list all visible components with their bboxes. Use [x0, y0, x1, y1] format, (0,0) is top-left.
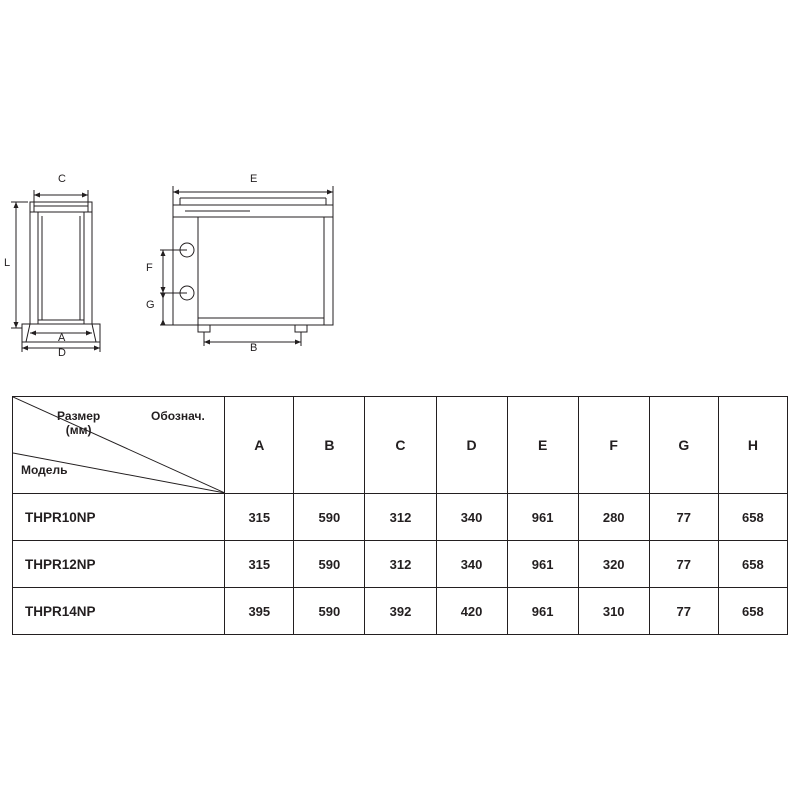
model-name: THPR14NP [13, 588, 225, 635]
side-view-svg [0, 150, 140, 365]
value-b: 590 [294, 588, 365, 635]
corner-size-label [57, 409, 100, 437]
table-row [13, 588, 788, 635]
column-header-c: C [365, 397, 436, 494]
value-d: 420 [436, 588, 507, 635]
value-f: 320 [578, 541, 649, 588]
table-row [13, 494, 788, 541]
value-a: 315 [225, 494, 294, 541]
corner-designation-label: Обознач. [151, 409, 205, 423]
front-view-drawing [140, 150, 390, 365]
column-header-a: A [225, 397, 294, 494]
value-g: 77 [649, 494, 718, 541]
value-f: 280 [578, 494, 649, 541]
value-e: 961 [507, 588, 578, 635]
value-g: 77 [649, 541, 718, 588]
dimension-label-B: B [250, 342, 258, 354]
side-view-drawing [0, 150, 140, 365]
dimension-label-A: A [58, 332, 66, 344]
value-d: 340 [436, 494, 507, 541]
corner-size-line1: Размер [57, 409, 101, 423]
front-view-svg [140, 150, 390, 365]
column-header-h: H [718, 397, 787, 494]
column-header-d: D [436, 397, 507, 494]
column-header-f: F [578, 397, 649, 494]
value-h: 658 [718, 494, 787, 541]
value-c: 392 [365, 588, 436, 635]
value-e: 961 [507, 541, 578, 588]
table-row [13, 541, 788, 588]
value-b: 590 [294, 541, 365, 588]
dimensions-table [12, 396, 788, 635]
value-h: 658 [718, 541, 787, 588]
column-header-e: E [507, 397, 578, 494]
dimension-label-E: E [250, 173, 258, 185]
technical-drawings [0, 150, 800, 380]
table-corner-cell [13, 397, 225, 494]
column-header-g: G [649, 397, 718, 494]
dimension-label-C: C [58, 173, 66, 185]
value-d: 340 [436, 541, 507, 588]
value-c: 312 [365, 541, 436, 588]
dimension-label-L: L [4, 257, 11, 269]
corner-model-label: Модель [21, 463, 68, 477]
value-a: 315 [225, 541, 294, 588]
dimension-label-D: D [58, 347, 66, 359]
model-name: THPR12NP [13, 541, 225, 588]
dimension-label-G: G [146, 299, 155, 311]
corner-size-line2: (мм) [65, 423, 92, 437]
model-name: THPR10NP [13, 494, 225, 541]
dimension-label-F: F [146, 262, 153, 274]
value-a: 395 [225, 588, 294, 635]
value-c: 312 [365, 494, 436, 541]
column-header-b: B [294, 397, 365, 494]
value-g: 77 [649, 588, 718, 635]
value-f: 310 [578, 588, 649, 635]
value-b: 590 [294, 494, 365, 541]
table-header-row [13, 397, 788, 494]
value-e: 961 [507, 494, 578, 541]
value-h: 658 [718, 588, 787, 635]
